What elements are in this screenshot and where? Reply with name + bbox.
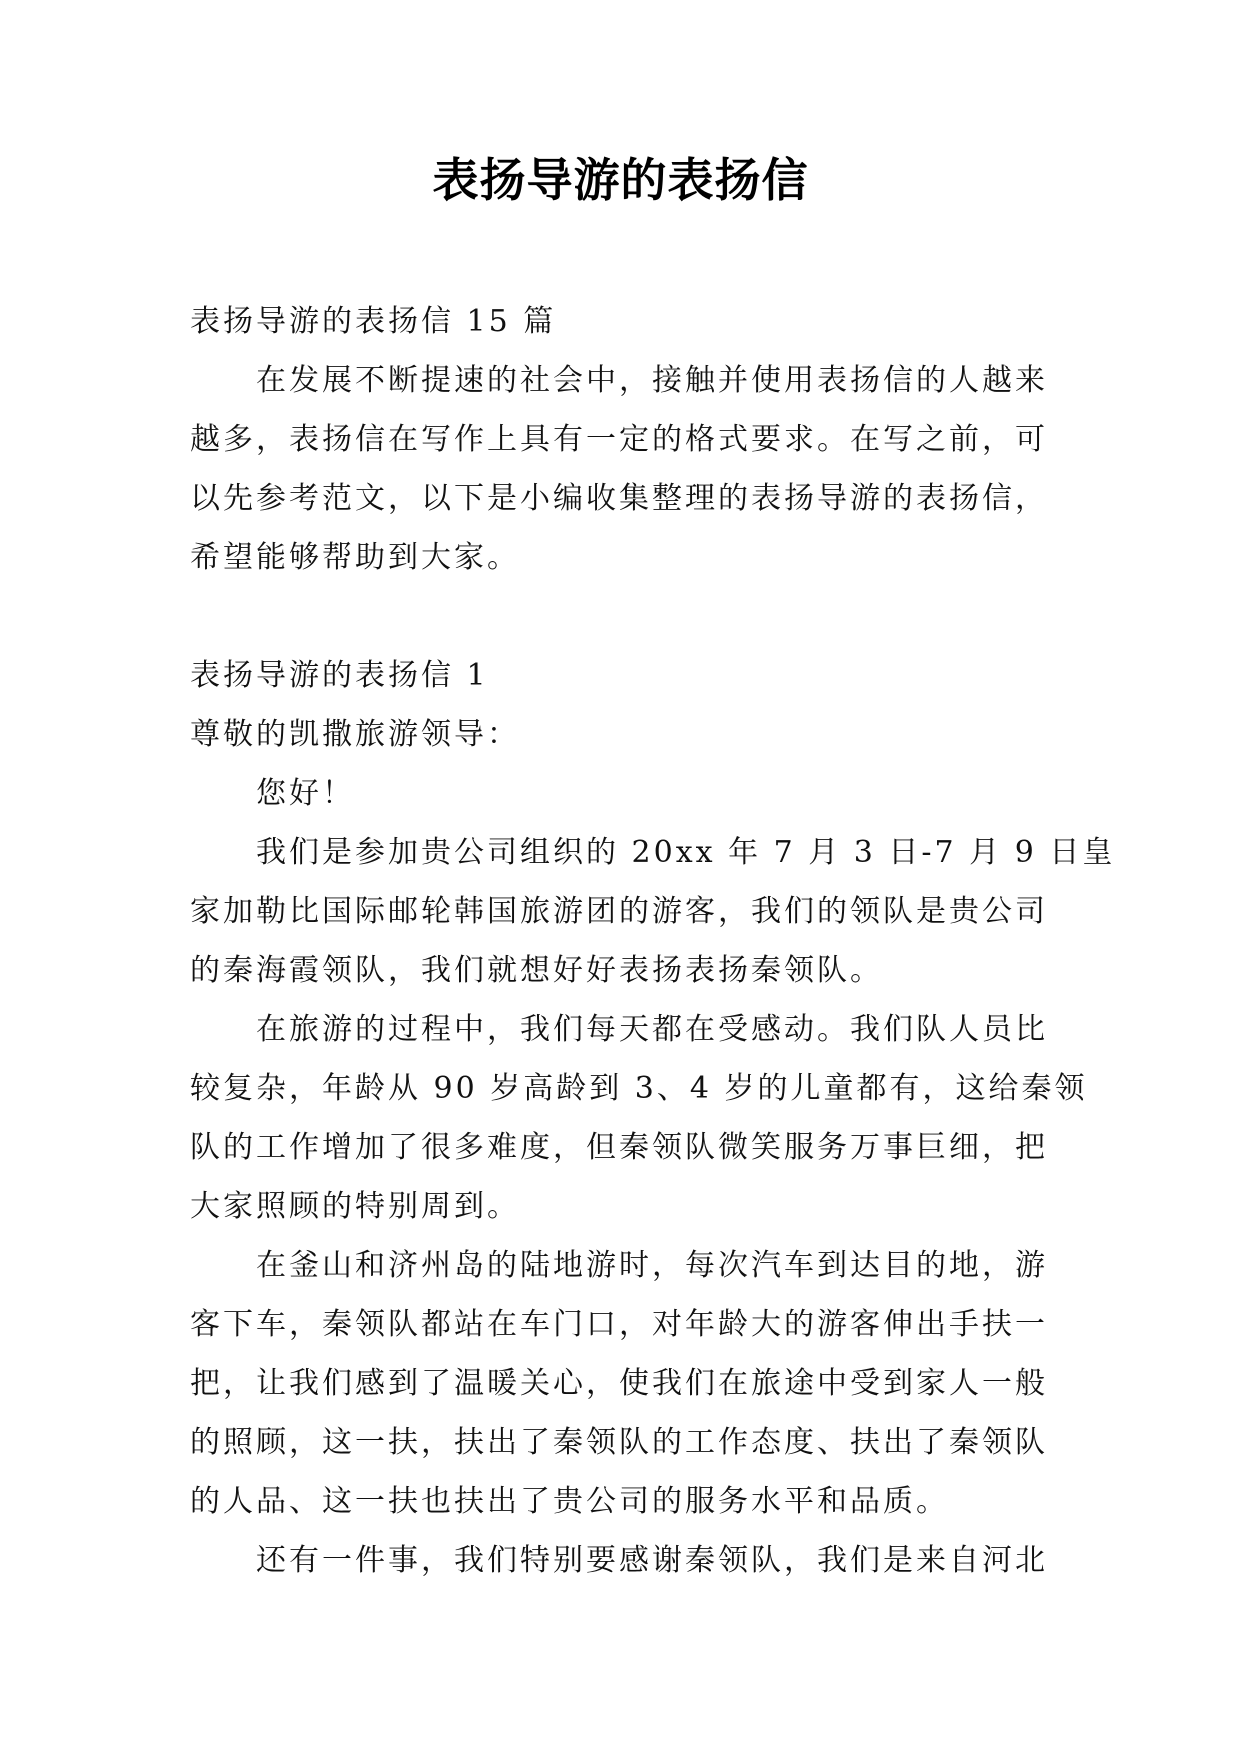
paragraph-line: 的照顾，这一扶，扶出了秦领队的工作态度、扶出了秦领队 [190, 1425, 1048, 1460]
document-subtitle: 表扬导游的表扬信 15 篇 [190, 304, 557, 339]
paragraph-line: 较复杂，年龄从 90 岁高龄到 3、4 岁的儿童都有，这给秦领 [190, 1071, 1088, 1106]
paragraph-line: 把，让我们感到了温暖关心，使我们在旅途中受到家人一般 [190, 1366, 1048, 1401]
paragraph-line: 家加勒比国际邮轮韩国旅游团的游客，我们的领队是贵公司 [190, 894, 1048, 929]
document-body [190, 292, 1116, 1590]
intro-line: 越多，表扬信在写作上具有一定的格式要求。在写之前，可 [190, 422, 1048, 457]
letter-salutation: 尊敬的凯撒旅游领导： [190, 717, 520, 752]
paragraph-line: 大家照顾的特别周到。 [190, 1189, 520, 1224]
paragraph-line: 在釜山和济州岛的陆地游时，每次汽车到达目的地，游 [256, 1248, 1048, 1283]
paragraph-line: 在旅游的过程中，我们每天都在受感动。我们队人员比 [256, 1012, 1048, 1047]
letter-heading: 表扬导游的表扬信 1 [190, 658, 489, 693]
paragraph-line: 我们是参加贵公司组织的 20xx 年 7 月 3 日-7 月 9 日皇 [256, 835, 1116, 870]
paragraph-line: 的人品、这一扶也扶出了贵公司的服务水平和品质。 [190, 1484, 949, 1519]
paragraph-line: 的秦海霞领队，我们就想好好表扬表扬秦领队。 [190, 953, 883, 988]
intro-line: 以先参考范文，以下是小编收集整理的表扬导游的表扬信， [190, 481, 1048, 516]
letter-greeting: 您好！ [256, 776, 355, 811]
intro-line: 希望能够帮助到大家。 [190, 540, 520, 575]
paragraph-line: 队的工作增加了很多难度，但秦领队微笑服务万事巨细，把 [190, 1130, 1048, 1165]
intro-line: 在发展不断提速的社会中，接触并使用表扬信的人越来 [256, 363, 1048, 398]
paragraph-line: 还有一件事，我们特别要感谢秦领队，我们是来自河北 [256, 1543, 1048, 1578]
section-spacer [190, 587, 1060, 646]
paragraph-line: 客下车，秦领队都站在车门口，对年龄大的游客伸出手扶一 [190, 1307, 1048, 1342]
document-title: 表扬导游的表扬信 [432, 153, 809, 207]
